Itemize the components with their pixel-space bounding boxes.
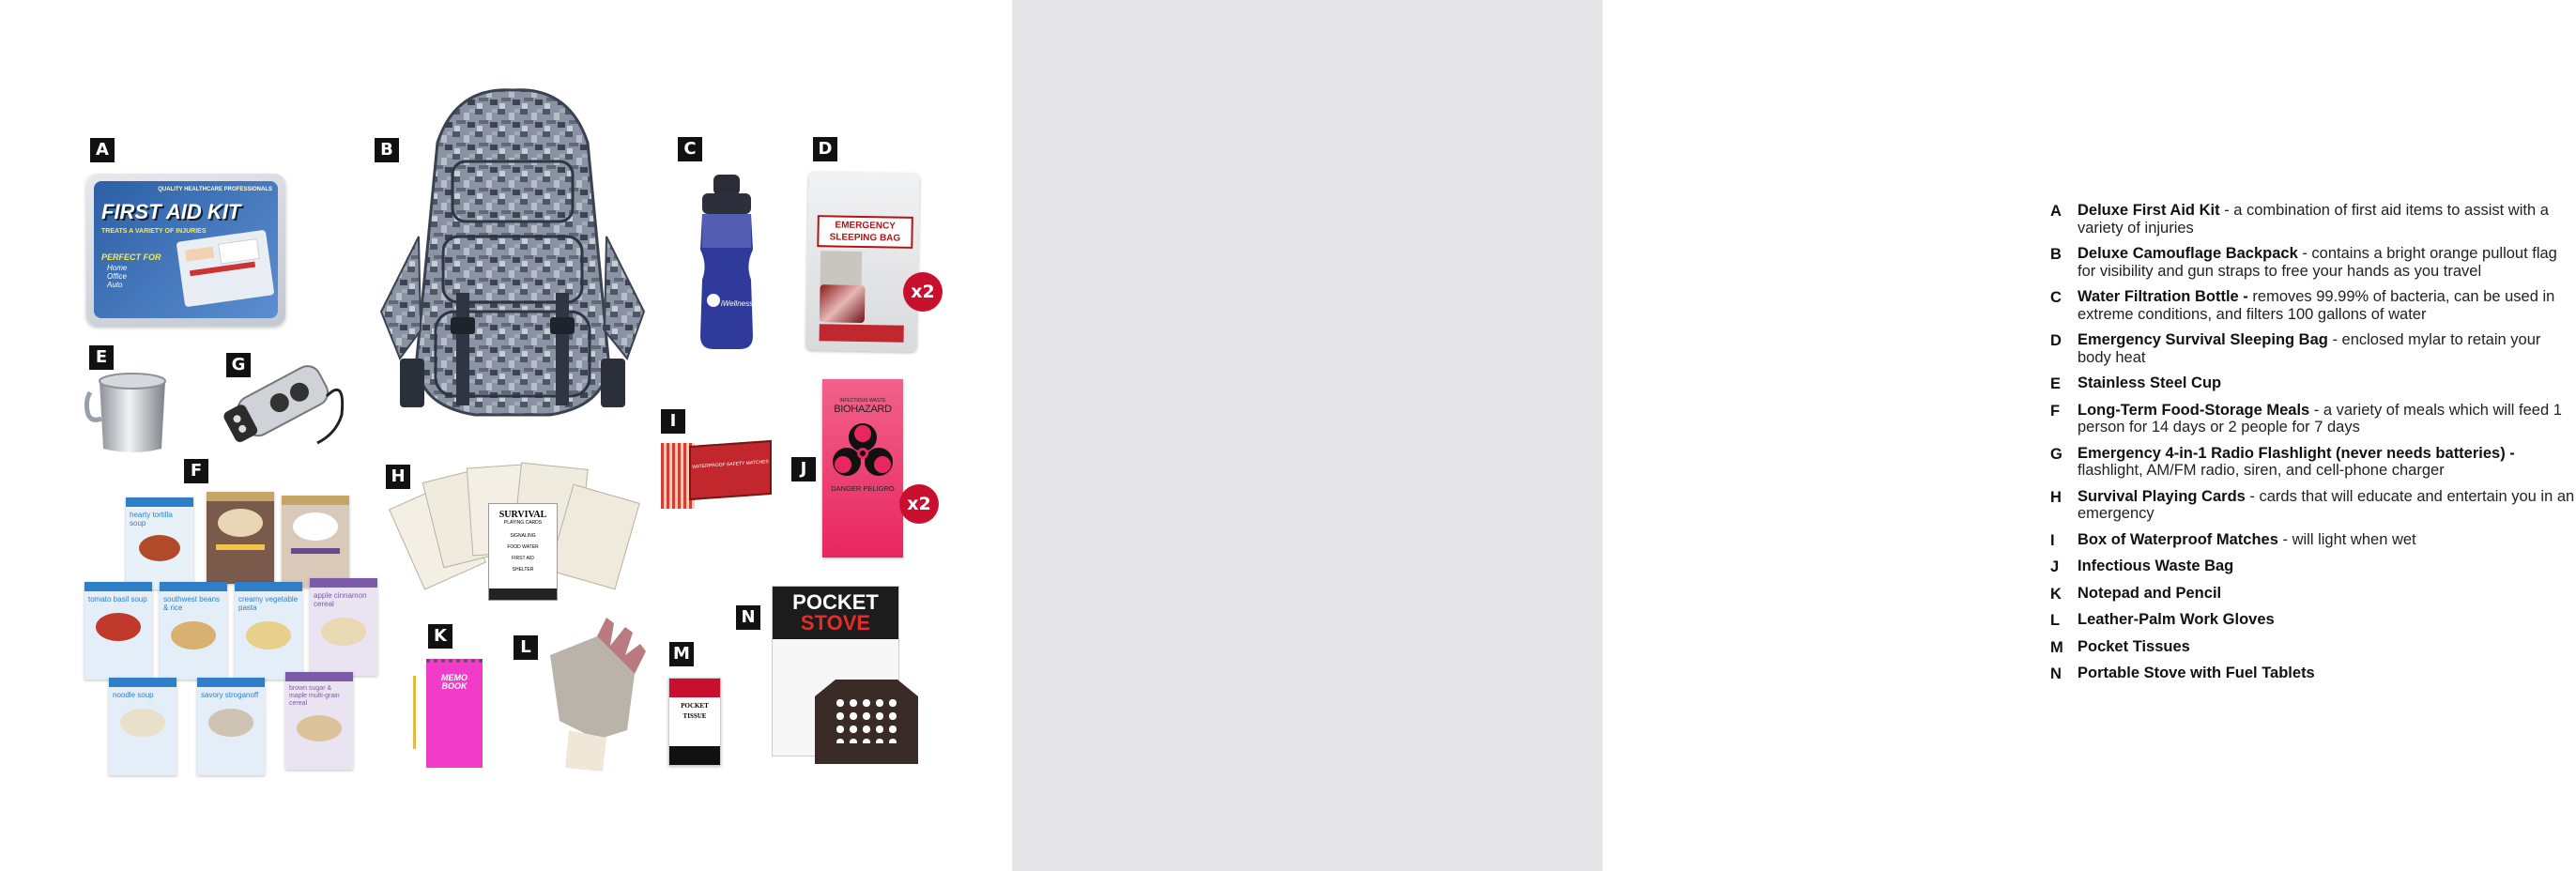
legend-item-i: I Box of Waterproof Matches - will light when wet	[2050, 530, 2416, 549]
product-image-area	[0, 0, 1012, 871]
legend-item-k: K Notepad and Pencil	[2050, 584, 2222, 603]
legend-item-b: B Deluxe Camouflage Backpack - contains a bright orange pullout flag for visibility and gun straps to free your hands as you travel	[2050, 245, 2557, 280]
meal-pouch: noodle soup	[109, 678, 176, 775]
pocket-tissues-image: POCKET TISSUE	[668, 678, 721, 766]
infectious-waste-bag-image: INFECTIOUS WASTE BIOHAZARD DANGER PELIGRO	[822, 379, 903, 558]
waterproof-matches-image: WATERPROOF SAFETY MATCHES	[661, 443, 768, 509]
tag-e: E	[89, 345, 114, 370]
legend-item-f: F Long-Term Food-Storage Meals - a variety of meals which will feed 1 person for 14 days or 2 people for 7 days	[2050, 401, 2562, 436]
meal-pouch: creamy vegetable pasta	[235, 582, 302, 680]
tag-n: N	[736, 605, 760, 630]
pocket-stove-image: POCKET STOVE	[772, 586, 928, 768]
item-legend-panel	[1012, 0, 2575, 871]
tag-b: B	[375, 138, 399, 162]
tag-f: F	[184, 459, 208, 483]
tag-j: J	[791, 457, 816, 481]
item-legend-list	[2050, 202, 2576, 692]
tag-i: I	[661, 409, 685, 434]
work-gloves-image	[541, 618, 652, 772]
meal-pouch: hearty tortilla soup	[126, 497, 193, 589]
meal-pouch	[282, 496, 349, 588]
water-bottle-image	[695, 175, 759, 351]
tag-m: M	[669, 642, 694, 666]
legend-item-a: A Deluxe First Aid Kit - a combination of first aid items to assist with a variety of injuries	[2050, 202, 2549, 237]
legend-item-h: H Survival Playing Cards - cards that will educate and entertain you in an emergency	[2050, 487, 2575, 522]
quantity-badge-waste-bag: x2	[899, 484, 939, 524]
quantity-badge-sleeping-bag: x2	[903, 272, 943, 312]
tag-d: D	[813, 137, 837, 161]
first-aid-kit-image: QUALITY HEALTHCARE PROFESSIONALS FIRST AID KIT TREATS A VARIETY OF INJURIES PERFECT FOR Home Office Auto	[86, 174, 285, 326]
camouflage-backpack-image	[362, 86, 663, 439]
meal-pouch: savory stroganoff	[197, 678, 265, 775]
legend-item-g: G Emergency 4-in-1 Radio Flashlight (never needs batteries) - flashlight, AM/FM radio, siren, and cell-phone charger	[2050, 444, 2515, 479]
survival-playing-cards-image: SURVIVAL PLAYING CARDS SIGNALING FOOD WATER FIRST AID SHELTER	[394, 464, 648, 601]
meal-pouch: brown sugar & maple multi-grain cereal	[285, 672, 353, 770]
tag-a: A	[90, 138, 115, 162]
legend-item-c: C Water Filtration Bottle - removes 99.99% of bacteria, can be used in extreme conditions, and filters 100 gallons of water	[2050, 288, 2555, 323]
food-meals-image	[81, 492, 391, 772]
tag-c: C	[678, 137, 702, 161]
biohazard-icon	[822, 419, 903, 484]
legend-item-d: D Emergency Survival Sleeping Bag - enclosed mylar to retain your body heat	[2050, 331, 2541, 366]
steel-cup-image	[81, 370, 171, 456]
meal-pouch: apple cinnamon cereal	[310, 578, 377, 676]
emergency-sleeping-bag-image: EMERGENCY SLEEPING BAG	[805, 172, 919, 352]
legend-item-n: N Portable Stove with Fuel Tablets	[2050, 665, 2315, 682]
legend-item-m: M Pocket Tissues	[2050, 637, 2190, 656]
meal-pouch: tomato basil soup	[84, 582, 152, 680]
bottle-brand-text: iWellness	[721, 299, 754, 308]
legend-item-l: L Leather-Palm Work Gloves	[2050, 611, 2275, 629]
tag-g: G	[226, 353, 251, 377]
tag-h: H	[386, 465, 410, 489]
tag-k: K	[428, 624, 452, 649]
meal-pouch: southwest beans & rice	[160, 582, 227, 680]
radio-flashlight-image	[223, 340, 355, 462]
legend-item-e: E Stainless Steel Cup	[2050, 374, 2222, 392]
tag-l: L	[514, 635, 538, 660]
notepad-pencil-image: MEMO BOOK	[413, 657, 484, 766]
meal-pouch	[207, 492, 274, 584]
legend-item-j: J Infectious Waste Bag	[2050, 558, 2234, 575]
